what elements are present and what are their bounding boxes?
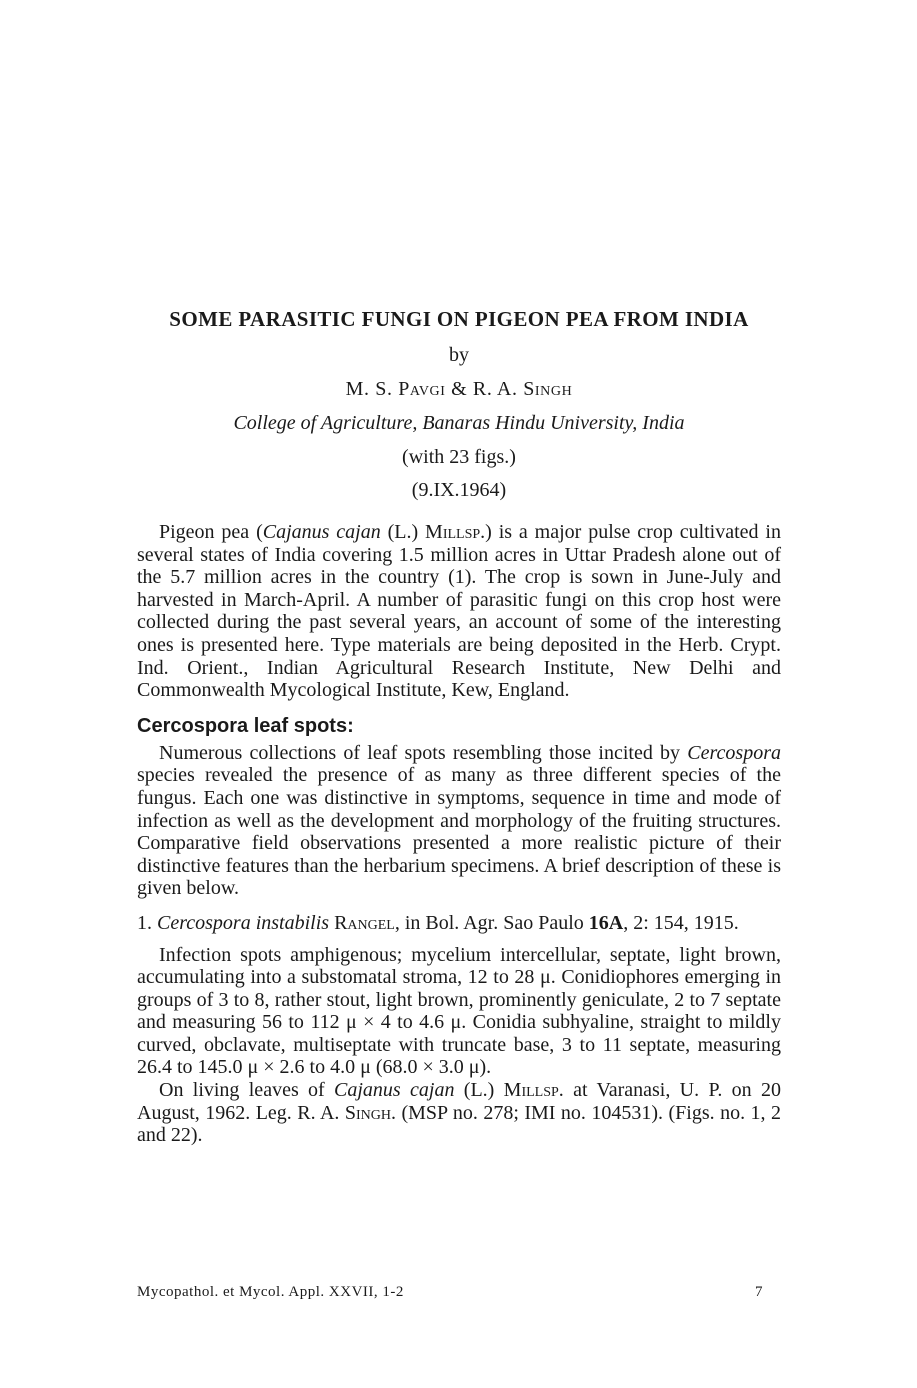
author-citation: Millsp.: [425, 521, 486, 543]
journal-citation: Mycopathol. et Mycol. Appl. XXVII, 1-2: [137, 1284, 404, 1300]
genus-name: Cercospora: [687, 741, 781, 764]
page-number: 7: [755, 1284, 763, 1300]
author-1-surname: Pavgi: [398, 378, 446, 400]
collector-surname: Singh: [344, 1101, 391, 1124]
byline-by: by: [449, 344, 469, 366]
article: [137, 306, 781, 1147]
figure-count: (with 23 figs.): [402, 446, 516, 468]
species-name: Cercospora instabilis: [157, 911, 330, 934]
page-footer: [137, 1284, 763, 1301]
article-title: SOME PARASITIC FUNGI ON PIGEON PEA FROM INDIA: [169, 307, 749, 331]
section-heading: Cercospora leaf spots:: [137, 714, 354, 737]
section-paragraph: Numerous collections of leaf spots resembling those incited by Cercospora species revealed the presence of as many as three different species of the fungus. Each one was distinctive in symptoms, sequence in time and mode of infection as well as the development and morphology of the fruiting structures. Comparative field observations presented a more realistic picture of their distinctive features than the herbarium specimens. A brief description of these is given below.: [137, 741, 781, 900]
species-name: Cajanus cajan: [262, 521, 381, 543]
host-name: Cajanus cajan: [334, 1079, 455, 1102]
received-date: (9.IX.1964): [411, 479, 507, 501]
author-ampersand: &: [451, 378, 468, 400]
affiliation: College of Agriculture, Banaras Hindu University, India: [233, 412, 685, 434]
intro-paragraph: Pigeon pea (Cajanus cajan (L.) Millsp.) is a major pulse crop cultivated in several states of India covering 1.5 million acres in Uttar Pradesh alone out of the 5.7 million acres in the country (1). The crop is sown in June-July and harvested in March-April. A number of parasitic fungi on this crop host were collected during the past several years, an account of some of the interesting ones is presented here. Type materials are being deposited in the Herb. Crypt. Ind. Orient., Indian Agricultural Research Institute, New Delhi and Commonwealth Mycological Institute, Kew, England.: [137, 521, 781, 702]
author-2-initials: R. A.: [472, 378, 518, 400]
authors: [137, 377, 781, 401]
collection-details: On living leaves of Cajanus cajan (L.) Millsp. at Varanasi, U. P. on 20 August, 1962. Leg. R. A. Singh. (MSP no. 278; IMI no. 104531). (Figs. no. 1, 2 and 22).: [137, 1079, 782, 1147]
author-2-surname: Singh: [523, 378, 573, 400]
author-citation: Millsp.: [503, 1079, 564, 1102]
species-description: Infection spots amphigenous; mycelium intercellular, septate, light brown, accumulating into a substomatal stroma, 12 to 28 μ. Conidiophores emerging in groups of 3 to 8, rather stout, light brown, prominently geniculate, 2 to 7 septate and measuring 56 to 112 μ × 4 to 4.6 μ. Conidia subhyaline, straight to mildly curved, obclavate, multiseptate with truncate base, 3 to 11 septate, measuring 26.4 to 145.0 μ × 2.6 to 4.0 μ (68.0 × 3.0 μ).: [137, 943, 781, 1079]
volume-number: 16A: [588, 911, 624, 934]
species-heading: 1. Cercospora instabilis Rangel, in Bol. Agr. Sao Paulo 16A, 2: 154, 1915.: [137, 911, 739, 934]
species-author: Rangel: [334, 911, 395, 934]
author-1-initials: M. S.: [345, 378, 393, 400]
